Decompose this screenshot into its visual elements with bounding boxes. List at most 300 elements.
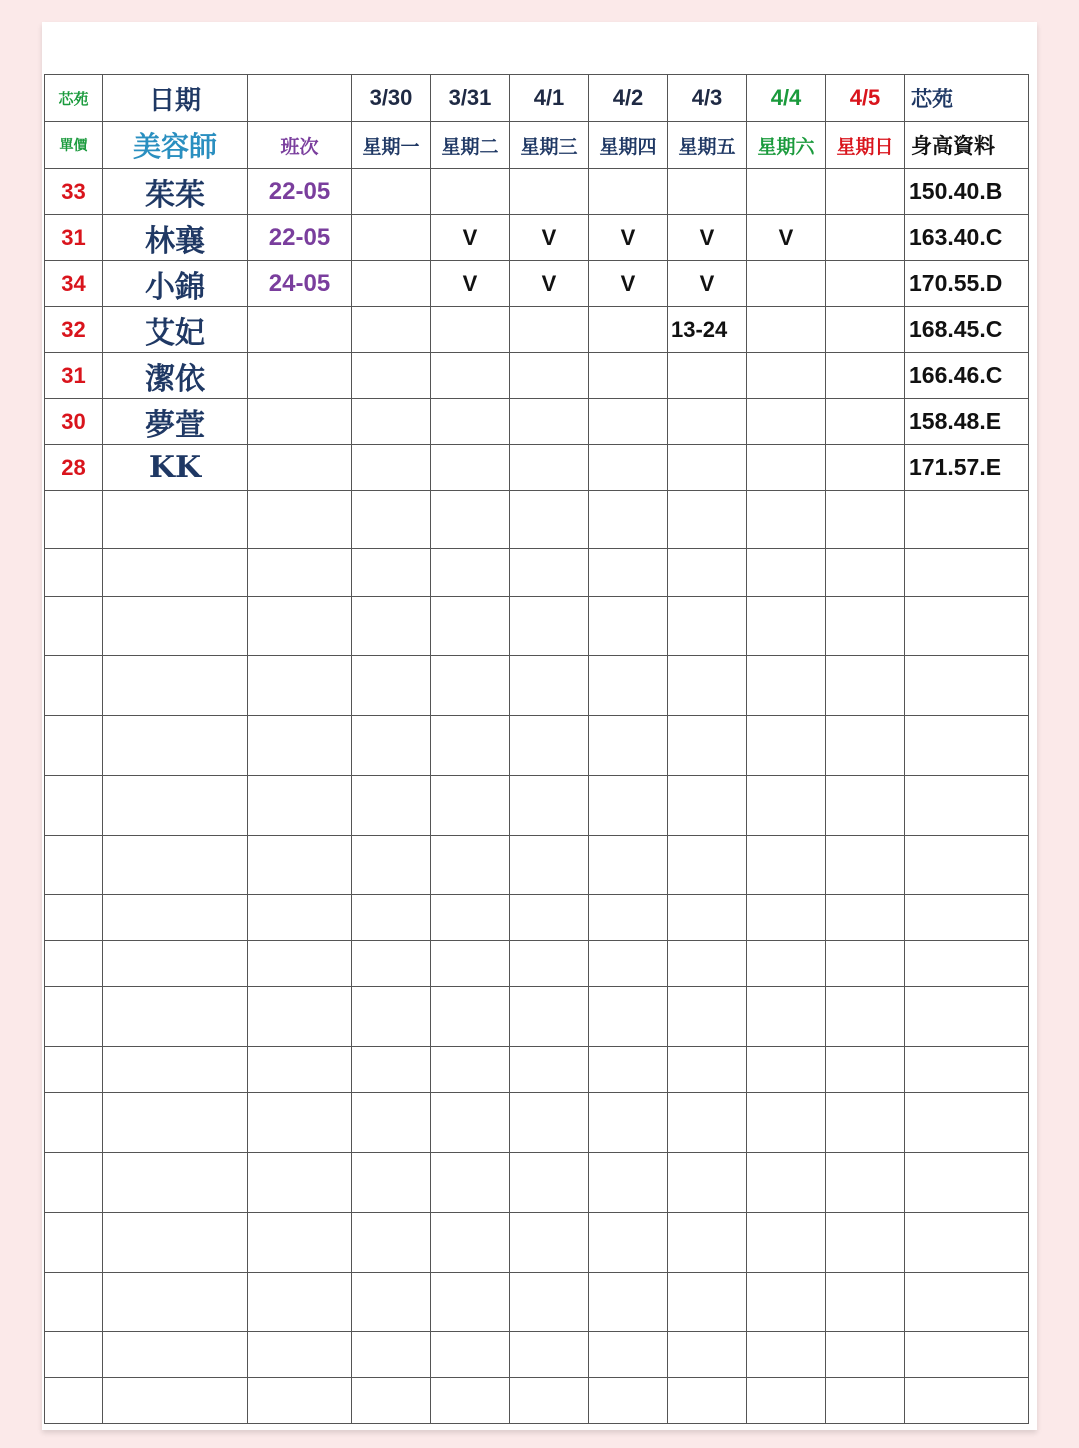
brand-label-left: 芯苑 bbox=[45, 75, 103, 122]
empty-cell bbox=[668, 836, 747, 895]
schedule-cell-day-4 bbox=[668, 169, 747, 215]
empty-cell bbox=[248, 1332, 352, 1378]
empty-cell bbox=[826, 895, 905, 941]
schedule-cell-day-0 bbox=[352, 399, 431, 445]
empty-cell bbox=[431, 1378, 510, 1424]
empty-cell bbox=[826, 656, 905, 716]
empty-row bbox=[45, 836, 1029, 895]
schedule-cell-day-1 bbox=[431, 169, 510, 215]
empty-cell bbox=[668, 1093, 747, 1153]
schedule-cell-day-2: V bbox=[510, 215, 589, 261]
empty-cell bbox=[826, 1093, 905, 1153]
table-row bbox=[45, 445, 1029, 491]
empty-cell bbox=[352, 656, 431, 716]
empty-cell bbox=[510, 1273, 589, 1332]
height-cell: 168.45.C bbox=[905, 307, 1029, 353]
schedule-cell-day-0 bbox=[352, 169, 431, 215]
empty-cell bbox=[510, 987, 589, 1047]
weekday-cell-5: 星期六 bbox=[747, 122, 826, 169]
empty-cell bbox=[431, 1332, 510, 1378]
empty-cell bbox=[747, 1093, 826, 1153]
empty-cell bbox=[747, 1273, 826, 1332]
weekday-cell-1: 星期二 bbox=[431, 122, 510, 169]
empty-row bbox=[45, 895, 1029, 941]
empty-cell bbox=[747, 1047, 826, 1093]
empty-cell bbox=[905, 1213, 1029, 1273]
empty-cell bbox=[431, 491, 510, 549]
empty-cell bbox=[431, 895, 510, 941]
empty-cell bbox=[510, 1378, 589, 1424]
empty-cell bbox=[668, 549, 747, 597]
schedule-cell-day-6 bbox=[826, 215, 905, 261]
empty-cell bbox=[747, 895, 826, 941]
empty-cell bbox=[905, 836, 1029, 895]
empty-cell bbox=[248, 941, 352, 987]
empty-cell bbox=[352, 895, 431, 941]
empty-cell bbox=[826, 776, 905, 836]
weekday-cell-3: 星期四 bbox=[589, 122, 668, 169]
table-row bbox=[45, 169, 1029, 215]
empty-cell bbox=[103, 1378, 248, 1424]
empty-cell bbox=[45, 895, 103, 941]
schedule-cell-day-1: V bbox=[431, 261, 510, 307]
empty-cell bbox=[668, 1273, 747, 1332]
height-label: 身高資料 bbox=[905, 122, 1029, 169]
price-label: 單價 bbox=[45, 122, 103, 169]
empty-cell bbox=[45, 1378, 103, 1424]
empty-row bbox=[45, 1047, 1029, 1093]
empty-cell bbox=[248, 987, 352, 1047]
empty-cell bbox=[45, 716, 103, 776]
date-cell-4: 4/3 bbox=[668, 75, 747, 122]
empty-cell bbox=[248, 716, 352, 776]
schedule-cell-day-4: 13-24 bbox=[668, 307, 747, 353]
schedule-cell-day-2 bbox=[510, 169, 589, 215]
empty-cell bbox=[45, 987, 103, 1047]
shift-cell bbox=[248, 307, 352, 353]
empty-cell bbox=[248, 1273, 352, 1332]
schedule-cell-day-5 bbox=[747, 353, 826, 399]
shift-cell: 22-05 bbox=[248, 169, 352, 215]
empty-cell bbox=[352, 941, 431, 987]
beautician-name: KK bbox=[103, 445, 248, 491]
height-cell: 170.55.D bbox=[905, 261, 1029, 307]
empty-cell bbox=[668, 1213, 747, 1273]
schedule-cell-day-3: V bbox=[589, 261, 668, 307]
empty-cell bbox=[510, 656, 589, 716]
empty-cell bbox=[668, 987, 747, 1047]
schedule-cell-day-6 bbox=[826, 399, 905, 445]
empty-cell bbox=[905, 656, 1029, 716]
empty-cell bbox=[589, 1378, 668, 1424]
empty-cell bbox=[905, 491, 1029, 549]
empty-cell bbox=[431, 941, 510, 987]
empty-cell bbox=[431, 597, 510, 656]
empty-cell bbox=[905, 597, 1029, 656]
empty-cell bbox=[45, 1093, 103, 1153]
date-cell-6: 4/5 bbox=[826, 75, 905, 122]
table-row bbox=[45, 353, 1029, 399]
schedule-cell-day-3 bbox=[589, 399, 668, 445]
weekday-cell-0: 星期一 bbox=[352, 122, 431, 169]
schedule-cell-day-1 bbox=[431, 399, 510, 445]
empty-cell bbox=[103, 597, 248, 656]
empty-cell bbox=[747, 1153, 826, 1213]
beautician-name: 茱茱 bbox=[103, 169, 248, 215]
empty-cell bbox=[352, 1213, 431, 1273]
table-row bbox=[45, 307, 1029, 353]
empty-cell bbox=[668, 656, 747, 716]
empty-cell bbox=[45, 941, 103, 987]
empty-cell bbox=[431, 549, 510, 597]
empty-cell bbox=[826, 941, 905, 987]
empty-cell bbox=[589, 1213, 668, 1273]
schedule-cell-day-6 bbox=[826, 353, 905, 399]
empty-cell bbox=[510, 597, 589, 656]
empty-cell bbox=[747, 1213, 826, 1273]
empty-cell bbox=[589, 491, 668, 549]
empty-cell bbox=[248, 656, 352, 716]
schedule-cell-day-0 bbox=[352, 353, 431, 399]
empty-cell bbox=[905, 941, 1029, 987]
empty-cell bbox=[905, 549, 1029, 597]
shift-label: 班次 bbox=[248, 122, 352, 169]
schedule-cell-day-4 bbox=[668, 353, 747, 399]
empty-cell bbox=[248, 776, 352, 836]
empty-cell bbox=[905, 1153, 1029, 1213]
empty-cell bbox=[352, 1332, 431, 1378]
empty-row bbox=[45, 656, 1029, 716]
empty-cell bbox=[431, 1273, 510, 1332]
empty-row bbox=[45, 987, 1029, 1047]
empty-cell bbox=[45, 1153, 103, 1213]
empty-cell bbox=[352, 836, 431, 895]
schedule-cell-day-5 bbox=[747, 169, 826, 215]
empty-cell bbox=[248, 1093, 352, 1153]
empty-cell bbox=[431, 1213, 510, 1273]
empty-cell bbox=[103, 549, 248, 597]
empty-cell bbox=[510, 549, 589, 597]
empty-cell bbox=[352, 716, 431, 776]
empty-cell bbox=[589, 941, 668, 987]
empty-cell bbox=[431, 656, 510, 716]
empty-cell bbox=[589, 987, 668, 1047]
schedule-cell-day-5 bbox=[747, 399, 826, 445]
empty-cell bbox=[668, 776, 747, 836]
empty-cell bbox=[826, 1213, 905, 1273]
empty-cell bbox=[103, 895, 248, 941]
empty-cell bbox=[431, 776, 510, 836]
price-cell: 33 bbox=[45, 169, 103, 215]
empty-cell bbox=[510, 491, 589, 549]
empty-cell bbox=[668, 1378, 747, 1424]
empty-cell bbox=[905, 716, 1029, 776]
empty-cell bbox=[826, 1378, 905, 1424]
empty-cell bbox=[248, 836, 352, 895]
date-cell-2: 4/1 bbox=[510, 75, 589, 122]
empty-cell bbox=[905, 895, 1029, 941]
empty-cell bbox=[431, 1047, 510, 1093]
empty-row bbox=[45, 549, 1029, 597]
empty-cell bbox=[103, 1213, 248, 1273]
date-cell-5: 4/4 bbox=[747, 75, 826, 122]
empty-cell bbox=[431, 1153, 510, 1213]
empty-cell bbox=[248, 1378, 352, 1424]
empty-cell bbox=[45, 549, 103, 597]
weekday-cell-6: 星期日 bbox=[826, 122, 905, 169]
empty-cell bbox=[747, 656, 826, 716]
empty-cell bbox=[668, 597, 747, 656]
empty-cell bbox=[103, 836, 248, 895]
schedule-cell-day-3 bbox=[589, 445, 668, 491]
empty-row bbox=[45, 491, 1029, 549]
empty-cell bbox=[103, 776, 248, 836]
empty-cell bbox=[668, 941, 747, 987]
height-cell: 150.40.B bbox=[905, 169, 1029, 215]
empty-cell bbox=[352, 549, 431, 597]
schedule-cell-day-4: V bbox=[668, 261, 747, 307]
schedule-cell-day-6 bbox=[826, 307, 905, 353]
empty-cell bbox=[45, 836, 103, 895]
empty-row bbox=[45, 776, 1029, 836]
schedule-table bbox=[44, 74, 1029, 1424]
schedule-cell-day-2 bbox=[510, 399, 589, 445]
empty-cell bbox=[668, 716, 747, 776]
table-row bbox=[45, 261, 1029, 307]
empty-cell bbox=[352, 1047, 431, 1093]
empty-cell bbox=[510, 1213, 589, 1273]
empty-cell bbox=[352, 1153, 431, 1213]
empty-cell bbox=[826, 836, 905, 895]
empty-cell bbox=[668, 1332, 747, 1378]
empty-cell bbox=[510, 1047, 589, 1093]
empty-cell bbox=[826, 716, 905, 776]
shift-cell: 22-05 bbox=[248, 215, 352, 261]
beautician-name: 林襄 bbox=[103, 215, 248, 261]
empty-cell bbox=[103, 491, 248, 549]
empty-cell bbox=[103, 1093, 248, 1153]
empty-cell bbox=[45, 1213, 103, 1273]
beautician-label: 美容師 bbox=[103, 122, 248, 169]
empty-cell bbox=[668, 895, 747, 941]
empty-cell bbox=[826, 987, 905, 1047]
empty-row bbox=[45, 1213, 1029, 1273]
empty-cell bbox=[826, 549, 905, 597]
schedule-cell-day-2: V bbox=[510, 261, 589, 307]
empty-cell bbox=[103, 1273, 248, 1332]
schedule-cell-day-4 bbox=[668, 399, 747, 445]
schedule-cell-day-5 bbox=[747, 445, 826, 491]
empty-cell bbox=[905, 776, 1029, 836]
empty-cell bbox=[45, 1332, 103, 1378]
shift-header-blank bbox=[248, 75, 352, 122]
empty-cell bbox=[589, 549, 668, 597]
brand-label-right: 芯苑 bbox=[905, 75, 1029, 122]
empty-cell bbox=[431, 1093, 510, 1153]
schedule-cell-day-4 bbox=[668, 445, 747, 491]
empty-cell bbox=[352, 1273, 431, 1332]
empty-cell bbox=[668, 491, 747, 549]
empty-cell bbox=[747, 716, 826, 776]
empty-cell bbox=[510, 1332, 589, 1378]
empty-cell bbox=[826, 597, 905, 656]
empty-cell bbox=[45, 597, 103, 656]
empty-cell bbox=[352, 597, 431, 656]
empty-cell bbox=[103, 1047, 248, 1093]
schedule-cell-day-6 bbox=[826, 445, 905, 491]
empty-cell bbox=[352, 1093, 431, 1153]
schedule-cell-day-1 bbox=[431, 307, 510, 353]
empty-cell bbox=[248, 491, 352, 549]
empty-cell bbox=[747, 1378, 826, 1424]
empty-cell bbox=[826, 1332, 905, 1378]
empty-cell bbox=[668, 1047, 747, 1093]
weekday-cell-4: 星期五 bbox=[668, 122, 747, 169]
empty-cell bbox=[589, 1332, 668, 1378]
empty-cell bbox=[589, 597, 668, 656]
empty-cell bbox=[45, 1273, 103, 1332]
empty-cell bbox=[510, 941, 589, 987]
empty-cell bbox=[248, 549, 352, 597]
schedule-cell-day-3: V bbox=[589, 215, 668, 261]
schedule-cell-day-5: V bbox=[747, 215, 826, 261]
schedule-cell-day-6 bbox=[826, 169, 905, 215]
price-cell: 31 bbox=[45, 353, 103, 399]
beautician-name: 潔依 bbox=[103, 353, 248, 399]
empty-cell bbox=[248, 1213, 352, 1273]
empty-cell bbox=[248, 1153, 352, 1213]
empty-cell bbox=[352, 1378, 431, 1424]
empty-cell bbox=[589, 1273, 668, 1332]
height-cell: 163.40.C bbox=[905, 215, 1029, 261]
schedule-cell-day-3 bbox=[589, 307, 668, 353]
empty-row bbox=[45, 1378, 1029, 1424]
shift-cell bbox=[248, 353, 352, 399]
empty-cell bbox=[668, 1153, 747, 1213]
empty-cell bbox=[510, 1153, 589, 1213]
price-cell: 31 bbox=[45, 215, 103, 261]
empty-cell bbox=[45, 1047, 103, 1093]
schedule-cell-day-3 bbox=[589, 169, 668, 215]
empty-cell bbox=[248, 895, 352, 941]
date-title: 日期 bbox=[103, 75, 248, 122]
schedule-cell-day-0 bbox=[352, 261, 431, 307]
price-cell: 30 bbox=[45, 399, 103, 445]
schedule-cell-day-1 bbox=[431, 353, 510, 399]
empty-row bbox=[45, 716, 1029, 776]
empty-cell bbox=[45, 656, 103, 716]
empty-row bbox=[45, 1332, 1029, 1378]
schedule-cell-day-2 bbox=[510, 307, 589, 353]
shift-cell: 24-05 bbox=[248, 261, 352, 307]
empty-cell bbox=[747, 491, 826, 549]
schedule-cell-day-0 bbox=[352, 215, 431, 261]
empty-cell bbox=[747, 776, 826, 836]
date-cell-3: 4/2 bbox=[589, 75, 668, 122]
empty-cell bbox=[510, 895, 589, 941]
schedule-cell-day-1 bbox=[431, 445, 510, 491]
table-row bbox=[45, 399, 1029, 445]
empty-cell bbox=[431, 716, 510, 776]
weekday-cell-2: 星期三 bbox=[510, 122, 589, 169]
beautician-name: 艾妃 bbox=[103, 307, 248, 353]
empty-cell bbox=[826, 1153, 905, 1213]
empty-cell bbox=[103, 1332, 248, 1378]
empty-row bbox=[45, 1273, 1029, 1332]
empty-cell bbox=[589, 1047, 668, 1093]
empty-cell bbox=[510, 776, 589, 836]
price-cell: 34 bbox=[45, 261, 103, 307]
empty-cell bbox=[510, 836, 589, 895]
price-cell: 32 bbox=[45, 307, 103, 353]
schedule-cell-day-0 bbox=[352, 445, 431, 491]
empty-cell bbox=[103, 716, 248, 776]
shift-cell bbox=[248, 445, 352, 491]
empty-cell bbox=[589, 836, 668, 895]
empty-cell bbox=[747, 941, 826, 987]
empty-cell bbox=[747, 836, 826, 895]
empty-cell bbox=[905, 1047, 1029, 1093]
empty-row bbox=[45, 1093, 1029, 1153]
empty-cell bbox=[510, 716, 589, 776]
date-cell-1: 3/31 bbox=[431, 75, 510, 122]
empty-row bbox=[45, 941, 1029, 987]
empty-cell bbox=[589, 776, 668, 836]
empty-cell bbox=[747, 597, 826, 656]
empty-cell bbox=[905, 1332, 1029, 1378]
schedule-cell-day-0 bbox=[352, 307, 431, 353]
empty-cell bbox=[905, 1273, 1029, 1332]
empty-cell bbox=[510, 1093, 589, 1153]
empty-cell bbox=[45, 776, 103, 836]
empty-cell bbox=[248, 597, 352, 656]
beautician-name: 小錦 bbox=[103, 261, 248, 307]
empty-cell bbox=[45, 491, 103, 549]
empty-cell bbox=[431, 987, 510, 1047]
beautician-name: 夢萱 bbox=[103, 399, 248, 445]
header-row-labels bbox=[45, 122, 1029, 169]
empty-cell bbox=[747, 987, 826, 1047]
schedule-cell-day-2 bbox=[510, 353, 589, 399]
height-cell: 171.57.E bbox=[905, 445, 1029, 491]
empty-cell bbox=[905, 1093, 1029, 1153]
height-cell: 158.48.E bbox=[905, 399, 1029, 445]
empty-cell bbox=[431, 836, 510, 895]
empty-cell bbox=[103, 1153, 248, 1213]
schedule-cell-day-6 bbox=[826, 261, 905, 307]
schedule-cell-day-1: V bbox=[431, 215, 510, 261]
header-row-dates bbox=[45, 75, 1029, 122]
empty-cell bbox=[747, 1332, 826, 1378]
schedule-cell-day-2 bbox=[510, 445, 589, 491]
empty-cell bbox=[826, 1047, 905, 1093]
empty-cell bbox=[826, 1273, 905, 1332]
schedule-cell-day-3 bbox=[589, 353, 668, 399]
empty-cell bbox=[352, 776, 431, 836]
date-cell-0: 3/30 bbox=[352, 75, 431, 122]
schedule-cell-day-5 bbox=[747, 307, 826, 353]
empty-row bbox=[45, 597, 1029, 656]
empty-cell bbox=[103, 656, 248, 716]
empty-row bbox=[45, 1153, 1029, 1213]
empty-cell bbox=[589, 716, 668, 776]
empty-cell bbox=[747, 549, 826, 597]
empty-cell bbox=[905, 1378, 1029, 1424]
empty-cell bbox=[826, 491, 905, 549]
empty-cell bbox=[103, 941, 248, 987]
empty-cell bbox=[248, 1047, 352, 1093]
empty-cell bbox=[589, 1093, 668, 1153]
